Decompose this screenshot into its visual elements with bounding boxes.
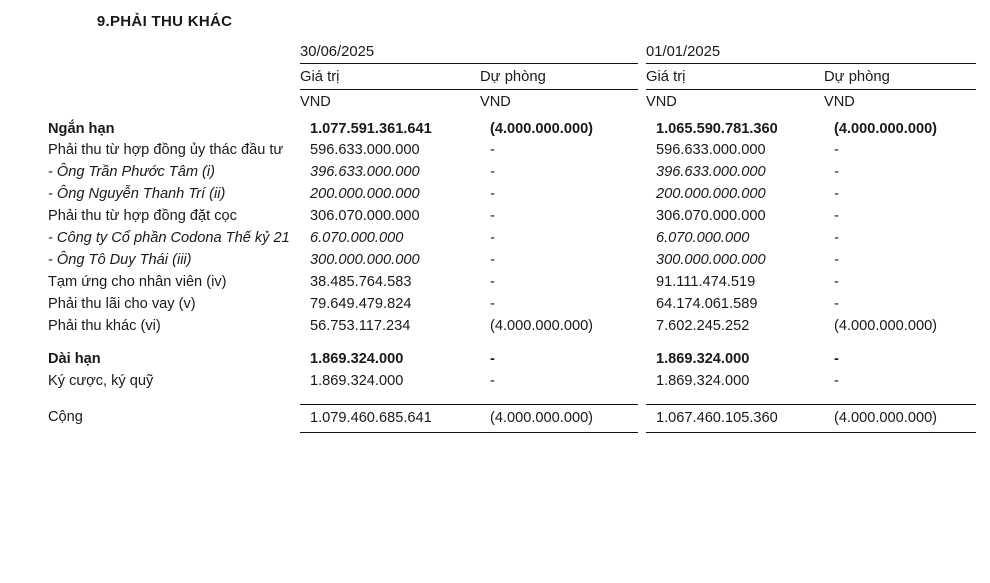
row-provision-current: - [490,230,495,247]
row-provision-prior: - [834,351,839,368]
row-label: Phải thu lãi cho vay (v) [48,296,196,313]
row-label: - Công ty Cổ phần Codona Thế kỷ 21 [48,230,290,247]
row-gap-cell [638,140,646,162]
total-gap-cell [638,404,646,432]
row-provision-current: - [490,164,495,181]
row-provision-current: - [490,252,495,269]
row-gap-cell [638,272,646,294]
table-row [48,140,976,162]
other-receivables-table [48,44,976,433]
table-row [48,162,976,184]
table-row [48,371,976,393]
header-date-prior: 01/01/2025 [646,44,721,60]
total-provision-prior: (4.000.000.000) [824,404,976,432]
row-gap-cell [638,206,646,228]
section-number: 9. [96,12,110,30]
table-row [48,294,976,316]
row-label: Tạm ứng cho nhân viên (iv) [48,274,227,291]
row-provision-prior: - [834,296,839,313]
row-gap-cell [638,162,646,184]
row-provision-prior: - [834,208,839,225]
row-value-current: 1.869.324.000 [310,373,404,390]
total-provision-current: (4.000.000.000) [480,404,638,432]
row-provision-prior: - [834,164,839,181]
total-value-current: 1.079.460.685.641 [300,404,480,432]
unit-provision-current: VND [480,90,638,119]
unit-value-current: VND [300,90,480,119]
section-heading [48,10,232,33]
row-label: - Ông Tô Duy Thái (iii) [48,252,192,269]
row-gap-cell [638,228,646,250]
table-row [48,118,976,140]
row-label: Phải thu từ hợp đồng đặt cọc [48,208,237,225]
row-value-current: 306.070.000.000 [310,208,420,225]
row-gap-cell [638,294,646,316]
row-provision-current: - [490,351,495,368]
row-value-prior: 200.000.000.000 [656,186,766,203]
row-provision-current: (4.000.000.000) [490,318,594,335]
header-gap-cell [638,44,646,64]
row-value-current: 596.633.000.000 [310,142,420,159]
row-value-prior: 300.000.000.000 [656,252,766,269]
row-value-prior: 6.070.000.000 [656,230,750,247]
row-value-current: 56.753.117.234 [310,318,411,335]
row-gap-cell [638,250,646,272]
row-value-prior: 7.602.245.252 [656,318,750,335]
row-gap-cell [638,118,646,140]
row-provision-current: - [490,208,495,225]
row-value-prior: 1.869.324.000 [656,373,750,390]
row-value-current: 79.649.479.824 [310,296,412,313]
table-row [48,228,976,250]
row-provision-prior: (4.000.000.000) [834,318,938,335]
row-gap-cell [638,316,646,338]
row-value-prior: 1.869.324.000 [656,351,750,368]
unit-empty-cell [48,90,300,119]
header-empty-cell [48,44,300,64]
row-label: Dài hạn [48,351,101,368]
row-provision-current: - [490,274,495,291]
row-value-current: 200.000.000.000 [310,186,420,203]
row-value-current: 38.485.764.583 [310,274,412,291]
subhead-empty-cell [48,64,300,90]
header-date-current: 30/06/2025 [300,44,375,60]
row-label: - Ông Nguyễn Thanh Trí (ii) [48,186,226,203]
row-value-current: 1.869.324.000 [310,351,404,368]
row-provision-prior: - [834,142,839,159]
section-title: PHẢI THU KHÁC [110,12,233,30]
row-provision-prior: - [834,230,839,247]
row-provision-prior: (4.000.000.000) [834,120,938,137]
row-provision-prior: - [834,274,839,291]
subhead-provision-current: Dự phòng [480,64,638,90]
row-gap-cell [638,184,646,206]
total-value-prior: 1.067.460.105.360 [646,404,824,432]
row-provision-prior: - [834,186,839,203]
row-value-prior: 396.633.000.000 [656,164,766,181]
row-provision-current: - [490,142,495,159]
row-provision-current: - [490,186,495,203]
row-value-current: 6.070.000.000 [310,230,404,247]
row-value-prior: 596.633.000.000 [656,142,766,159]
header-row-subheads [48,64,976,90]
row-label: Phải thu khác (vi) [48,318,161,335]
row-label: Ngắn hạn [48,120,115,137]
row-value-current: 396.633.000.000 [310,164,420,181]
table-total-row [48,404,976,432]
row-value-prior: 64.174.061.589 [656,296,758,313]
row-value-prior: 1.065.590.781.360 [656,120,778,137]
row-spacer [48,338,976,349]
table-row [48,250,976,272]
subhead-gap-cell [638,64,646,90]
row-value-current: 1.077.591.361.641 [310,120,432,137]
row-value-current: 300.000.000.000 [310,252,420,269]
row-gap-cell [638,349,646,371]
unit-gap-cell [638,90,646,119]
row-provision-current: - [490,296,495,313]
row-provision-current: (4.000.000.000) [490,120,594,137]
header-row-dates [48,44,976,64]
table-row [48,184,976,206]
row-gap-cell [638,371,646,393]
row-label: - Ông Trần Phước Tâm (i) [48,164,216,181]
unit-provision-prior: VND [824,90,976,119]
row-provision-current: - [490,373,495,390]
subhead-value-prior: Giá trị [646,64,824,90]
table-row [48,272,976,294]
row-spacer [48,393,976,405]
total-label: Cộng [48,409,83,426]
subhead-provision-prior: Dự phòng [824,64,976,90]
table-row [48,349,976,371]
row-provision-prior: - [834,373,839,390]
header-row-units [48,90,976,119]
row-label: Ký cược, ký quỹ [48,373,154,390]
row-value-prior: 91.111.474.519 [656,274,756,291]
table-body [48,118,976,432]
subhead-value-current: Giá trị [300,64,480,90]
table-row [48,206,976,228]
table-header [48,44,976,118]
table-row [48,316,976,338]
row-value-prior: 306.070.000.000 [656,208,766,225]
unit-value-prior: VND [646,90,824,119]
row-label: Phải thu từ hợp đồng ủy thác đầu tư [48,142,284,159]
row-provision-prior: - [834,252,839,269]
